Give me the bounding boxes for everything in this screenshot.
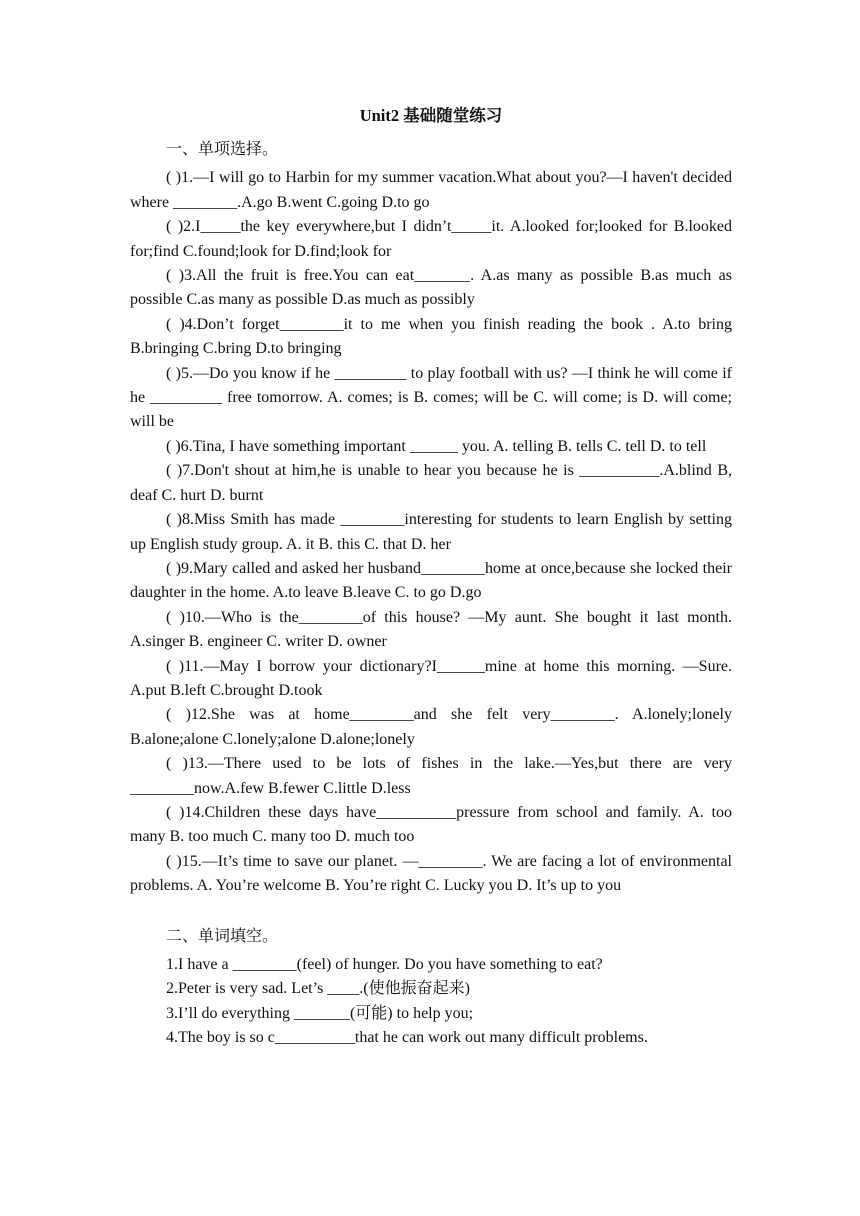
question-8: ( )8.Miss Smith has made ________interesting for students to learn English by setting up English study group. A. it B. this C. that D. her: [130, 511, 732, 553]
question-15: ( )15.—It’s time to save our planet. —________. We are facing a lot of environmental problems. A. You’re welcome B. You’re right C. Lucky you D. It’s up to you: [130, 852, 732, 895]
fill-item-1: 1.I have a ________(feel) of hunger. Do you have something to eat?: [166, 956, 603, 973]
question-9: ( )9.Mary called and asked her husband________home at once,because she locked their daughter in the home. A.to leave B.leave C. to go D.go: [130, 559, 732, 602]
question-7: ( )7.Don't shout at him,he is unable to hear you because he is __________.A.blind B, deaf C. hurt D. burnt: [130, 462, 732, 504]
worksheet-page: [130, 100, 732, 1051]
question-10: ( )10.—Who is the________of this house? —My aunt. She bought it last month. A.singer B. engineer C. writer D. owner: [130, 608, 732, 651]
fill-item-3: 3.I’ll do everything _______(可能) to help you;: [166, 1004, 474, 1022]
question-14: ( )14.Children these days have__________pressure from school and family. A. too many B. too much C. many too D. much too: [130, 803, 732, 846]
fill-item-2: 2.Peter is very sad. Let’s ____.(使他振奋起来): [166, 980, 470, 998]
question-5: ( )5.—Do you know if he _________ to play football with us? —I think he will come if he _________ free tomorrow. A. comes; is B. comes; will be C. will come; is D. will come; will be: [130, 364, 732, 431]
page-title: Unit2 基础随堂练习: [359, 106, 503, 125]
question-2: ( )2.I_____the key everywhere,but I didn’t_____it. A.looked for;looked for B.looked for;find C.found;look for D.find;look for: [130, 218, 732, 260]
section-heading-word-fill: 二、单词填空。: [166, 927, 279, 945]
question-4: ( )4.Don’t forget________it to me when you finish reading the book . A.to bring B.bringing C.bring D.to bringing: [130, 315, 732, 358]
fill-item-4: 4.The boy is so c__________that he can work out many difficult problems.: [166, 1029, 648, 1047]
section-heading-multiple-choice: 一、单项选择。: [166, 141, 279, 158]
question-12: ( )12.She was at home________and she felt very________. A.lonely;lonely B.alone;alone C.lonely;alone D.alone;lonely: [130, 706, 732, 748]
fill-list: [130, 953, 732, 1051]
question-13: ( )13.—There used to be lots of fishes in the lake.—Yes,but there are very ________now.A.few B.fewer C.little D.less: [130, 755, 732, 797]
question-list: [130, 166, 732, 898]
question-3: ( )3.All the fruit is free.You can eat_______. A.as many as possible B.as much as possible C.as many as possible D.as much as possibly: [130, 267, 732, 309]
question-1: ( )1.—I will go to Harbin for my summer vacation.What about you?—I haven't decided where ________.A.go B.went C.going D.to go: [130, 169, 732, 211]
question-11: ( )11.—May I borrow your dictionary?I______mine at home this morning. —Sure. A.put B.left C.brought D.took: [130, 657, 732, 699]
question-6: ( )6.Tina, I have something important ______ you. A. telling B. tells C. tell D. to tell: [166, 437, 707, 455]
